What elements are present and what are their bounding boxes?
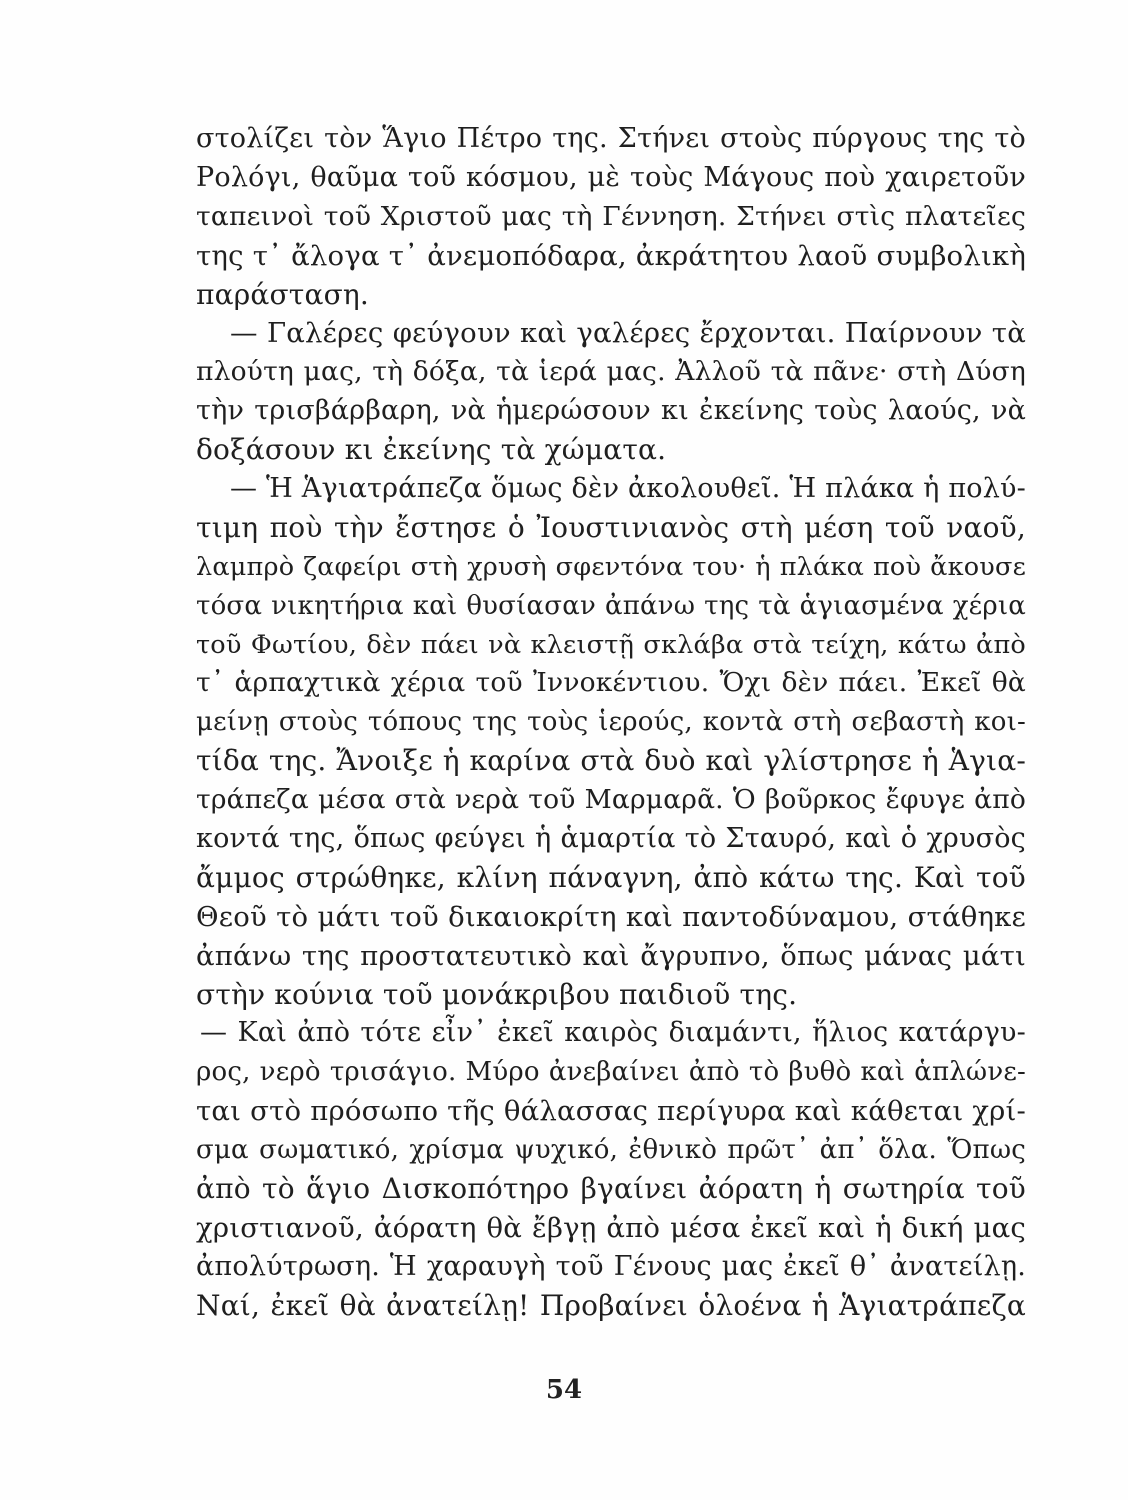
text-line: — Καὶ ἀπὸ τότε εἶν᾿ ἐκεῖ καιρὸς διαμάντι, ἥλιος κατάργυ-: [200, 1017, 1026, 1049]
text-line: τιμη ποὺ τὴν ἔστησε ὁ Ἰουστινιανὸς στὴ μέση τοῦ ναοῦ,: [196, 510, 1026, 544]
text-line: παράσταση.: [196, 277, 369, 311]
text-line: τ᾿ ἁρπαχτικὰ χέρια τοῦ Ἰννοκέντιου. Ὄχι δὲν πάει. Ἐκεῖ θὰ: [196, 667, 1026, 699]
text-line: ἀπολύτρωση. Ἡ χαραυγὴ τοῦ Γένους μας ἐκεῖ θ᾿ ἀνατείλῃ.: [196, 1250, 1026, 1282]
text-line: Θεοῦ τὸ μάτι τοῦ δικαιοκρίτη καὶ παντοδύναμου, στάθηκε: [196, 900, 1026, 933]
text-line: Ναί, ἐκεῖ θὰ ἀνατείλῃ! Προβαίνει ὁλοένα ἡ Ἁγιατράπεζα: [196, 1288, 1026, 1322]
text-line: στὴν κούνια τοῦ μονάκριβου παιδιοῦ της.: [196, 977, 798, 1011]
text-line: τόσα νικητήρια καὶ θυσίασαν ἀπάνω της τὰ ἁγιασμένα χέρια: [196, 590, 1026, 621]
text-line: ἀπὸ τὸ ἅγιο Δισκοπότηρο βγαίνει ἀόρατη ἡ σωτηρία τοῦ: [196, 1172, 1026, 1206]
text-line: κοντά της, ὅπως φεύγει ἡ ἁμαρτία τὸ Σταυρό, καὶ ὁ χρυσὸς: [196, 823, 1026, 855]
text-line: ταπεινοὶ τοῦ Χριστοῦ μας τὴ Γέννηση. Στήνει στὶς πλατεῖες: [196, 200, 1026, 232]
text-line: τίδα της. Ἄνοιξε ἡ καρίνα στὰ δυὸ καὶ γλίστρησε ἡ Ἁγια-: [196, 744, 1026, 778]
text-line: ἄμμος στρώθηκε, κλίνη πάναγνη, ἀπὸ κάτω της. Καὶ τοῦ: [196, 860, 1026, 894]
text-line: ται στὸ πρόσωπο τῆς θάλασσας περίγυρα καὶ κάθεται χρί-: [196, 1095, 1026, 1128]
text-line: πλούτη μας, τὴ δόξα, τὰ ἱερά μας. Ἀλλοῦ τὰ πᾶνε· στὴ Δύση: [196, 356, 1026, 388]
text-line: της τ᾿ ἄλογα τ᾿ ἀνεμοπόδαρα, ἀκράτητου λαοῦ συμβολικὴ: [196, 239, 1026, 272]
page-number: 54: [545, 1375, 583, 1405]
text-line: Ρολόγι, θαῦμα τοῦ κόσμου, μὲ τοὺς Μάγους ποὺ χαιρετοῦν: [196, 161, 1026, 193]
text-line: — Γαλέρες φεύγουν καὶ γαλέρες ἔρχονται. Παίρνουν τὰ: [230, 317, 1026, 350]
text-line: ἀπάνω της προστατευτικὸ καὶ ἄγρυπνο, ὅπως μάνας μάτι: [196, 939, 1026, 972]
text-line: μείνῃ στοὺς τόπους της τοὺς ἱερούς, κοντὰ στὴ σεβαστὴ κοι-: [196, 707, 1026, 738]
text-line: τοῦ Φωτίου, δὲν πάει νὰ κλειστῇ σκλάβα στὰ τείχη, κάτω ἀπὸ: [196, 629, 1026, 660]
text-line: χριστιανοῦ, ἀόρατη θὰ ἔβγῃ ἀπὸ μέσα ἐκεῖ καὶ ἡ δική μας: [196, 1211, 1026, 1244]
text-line: στολίζει τὸν Ἅγιο Πέτρο της. Στήνει στοὺς πύργους της τὸ: [196, 123, 1026, 154]
text-line: λαμπρὸ ζαφείρι στὴ χρυσὴ σφεντόνα του· ἡ πλάκα ποὺ ἄκουσε: [196, 551, 1026, 582]
page-text: [196, 120, 1026, 1326]
text-line: — Ἡ Ἁγιατράπεζα ὅμως δὲν ἀκολουθεῖ. Ἡ πλάκα ἡ πολύ-: [230, 473, 1026, 505]
text-line: σμα σωματικό, χρίσμα ψυχικό, ἐθνικὸ πρῶτ᾿ ἀπ᾿ ὅλα. Ὅπως: [196, 1135, 1026, 1166]
text-line: τὴν τρισβάρβαρη, νὰ ἡμερώσουν κι ἐκείνης τοὺς λαούς, νὰ: [196, 395, 1026, 427]
text-line: δοξάσουν κι ἐκείνης τὰ χώματα.: [196, 433, 667, 467]
text-line: ρος, νερὸ τρισάγιο. Μύρο ἀνεβαίνει ἀπὸ τὸ βυθὸ καὶ ἁπλώνε-: [196, 1057, 1026, 1088]
text-line: τράπεζα μέσα στὰ νερὰ τοῦ Μαρμαρᾶ. Ὁ βοῦρκος ἔφυγε ἀπὸ: [196, 784, 1026, 816]
